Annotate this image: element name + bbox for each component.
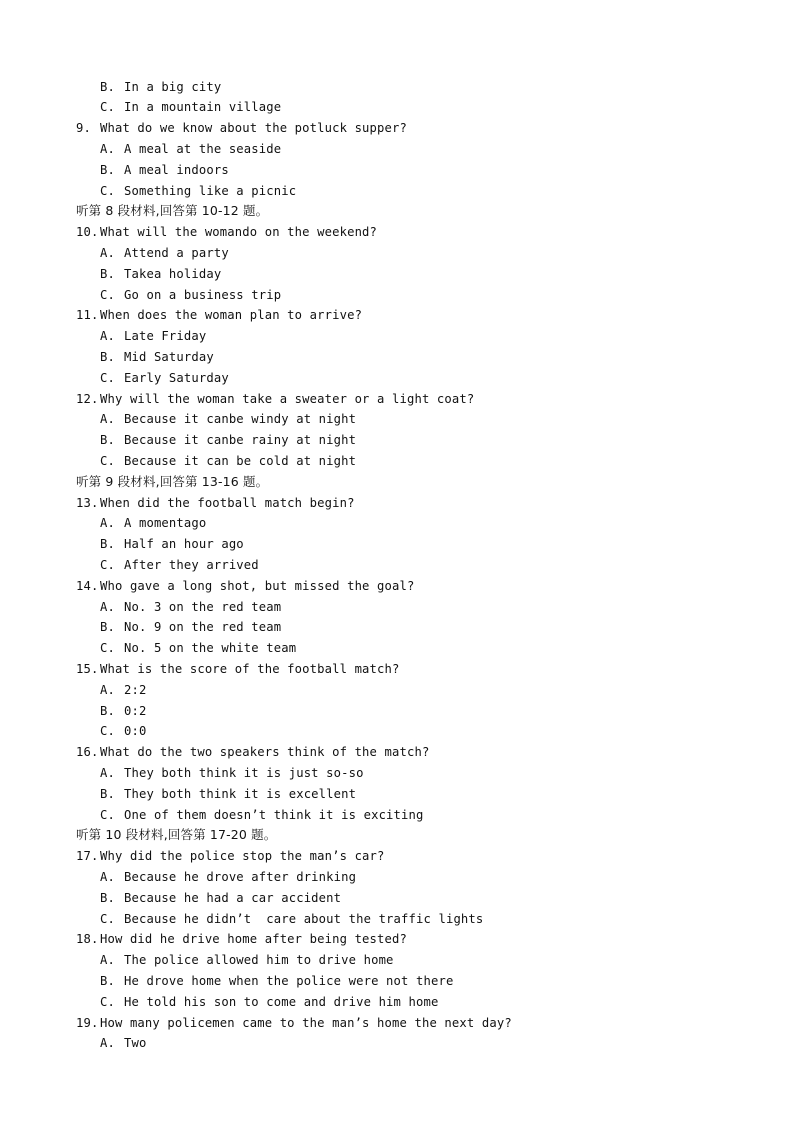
option-text: One of them doesn’t think it is exciting [124, 807, 424, 822]
question-text: How did he drive home after being tested? [100, 932, 407, 947]
question [76, 305, 362, 326]
option-text: 0:2 [124, 703, 147, 718]
question-text: Why did the police stop the man’s car? [100, 849, 385, 864]
question-number: 18. [76, 932, 99, 947]
question-number: 11. [76, 308, 99, 323]
question [76, 389, 474, 410]
option-text: Takea holiday [124, 266, 222, 281]
option-label: B. [100, 433, 115, 448]
answer-option [100, 326, 206, 347]
option-text: Two [124, 1036, 147, 1051]
option-label: A. [100, 599, 115, 614]
option-text: Half an hour ago [124, 537, 244, 552]
option-label: A. [100, 412, 115, 427]
option-text: No. 3 on the red team [124, 599, 282, 614]
option-text: The police allowed him to drive home [124, 953, 394, 968]
option-text: They both think it is excellent [124, 786, 357, 801]
answer-option [100, 1033, 146, 1054]
option-text: In a mountain village [124, 100, 282, 115]
answer-option [100, 638, 296, 659]
answer-option [100, 160, 229, 181]
answer-option [100, 784, 356, 805]
question-number: 17. [76, 849, 99, 864]
answer-option [100, 680, 146, 701]
option-text: No. 5 on the white team [124, 641, 297, 656]
option-label: A. [100, 516, 115, 531]
answer-option [100, 181, 296, 202]
question-number: 16. [76, 745, 99, 760]
option-text: He drove home when the police were not there [124, 973, 454, 988]
option-label: B. [100, 537, 115, 552]
question [76, 846, 385, 867]
question-number: 12. [76, 391, 99, 406]
question-text: When did the football match begin? [100, 495, 355, 510]
question-text: Why will the woman take a sweater or a light coat? [100, 391, 475, 406]
question [76, 222, 377, 243]
option-label: A. [100, 141, 115, 156]
option-text: A meal indoors [124, 162, 229, 177]
answer-option [100, 409, 356, 430]
answer-option [100, 909, 483, 930]
option-label: C. [100, 807, 115, 822]
answer-option [100, 264, 221, 285]
section-instruction: 听第 8 段材料,回答第 10-12 题。 [76, 203, 269, 219]
question-number: 14. [76, 578, 99, 593]
option-label: B. [100, 162, 115, 177]
question-text: What do the two speakers think of the match? [100, 745, 430, 760]
answer-option [100, 513, 206, 534]
question-text: When does the woman plan to arrive? [100, 308, 363, 323]
option-label: C. [100, 994, 115, 1009]
option-label: A. [100, 682, 115, 697]
option-text: No. 9 on the red team [124, 620, 282, 635]
option-label: B. [100, 703, 115, 718]
answer-option [100, 597, 281, 618]
answer-option [100, 763, 364, 784]
option-label: C. [100, 183, 115, 198]
option-label: B. [100, 79, 115, 94]
answer-option [100, 992, 438, 1013]
answer-option [100, 430, 356, 451]
option-text: Because it can be cold at night [124, 453, 357, 468]
answer-option [100, 285, 281, 306]
answer-option [100, 701, 146, 722]
answer-option [100, 451, 356, 472]
option-label: B. [100, 620, 115, 635]
option-text: They both think it is just so-so [124, 765, 364, 780]
question-text: What is the score of the football match? [100, 661, 400, 676]
question-text: Who gave a long shot, but missed the goal? [100, 578, 415, 593]
answer-option [100, 139, 281, 160]
answer-option [100, 534, 244, 555]
option-label: C. [100, 911, 115, 926]
question-number: 19. [76, 1015, 99, 1030]
answer-option [100, 805, 424, 826]
option-text: Attend a party [124, 245, 229, 260]
answer-option [100, 867, 356, 888]
option-label: B. [100, 266, 115, 281]
option-label: C. [100, 370, 115, 385]
option-label: A. [100, 869, 115, 884]
answer-option [100, 243, 229, 264]
option-text: In a big city [124, 79, 222, 94]
answer-option [100, 888, 341, 909]
question-number: 10. [76, 225, 99, 240]
option-label: C. [100, 641, 115, 656]
option-label: A. [100, 245, 115, 260]
option-text: After they arrived [124, 557, 259, 572]
option-text: 2:2 [124, 682, 147, 697]
option-label: C. [100, 724, 115, 739]
question [76, 493, 355, 514]
option-label: B. [100, 973, 115, 988]
option-label: A. [100, 329, 115, 344]
question-text: What do we know about the potluck supper? [100, 121, 407, 136]
option-label: C. [100, 453, 115, 468]
question-text: What will the womando on the weekend? [100, 225, 378, 240]
option-label: B. [100, 890, 115, 905]
option-label: B. [100, 786, 115, 801]
question-text: How many policemen came to the man’s home the next day? [100, 1015, 512, 1030]
option-text: Because he drove after drinking [124, 869, 357, 884]
answer-option [100, 347, 214, 368]
answer-option [100, 950, 394, 971]
option-text: Because it canbe windy at night [124, 412, 357, 427]
question-number: 9. [76, 121, 91, 136]
option-text: Late Friday [124, 329, 207, 344]
option-text: He told his son to come and drive him home [124, 994, 439, 1009]
option-text: Go on a business trip [124, 287, 282, 302]
option-text: A meal at the seaside [124, 141, 282, 156]
question [76, 659, 400, 680]
answer-option [100, 971, 453, 992]
question [76, 1013, 512, 1034]
option-text: Because it canbe rainy at night [124, 433, 357, 448]
question [76, 576, 414, 597]
option-label: C. [100, 100, 115, 115]
question [76, 929, 407, 950]
option-text: Something like a picnic [124, 183, 297, 198]
question [76, 742, 429, 763]
option-label: C. [100, 557, 115, 572]
option-text: A momentago [124, 516, 207, 531]
option-text: Because he had a car accident [124, 890, 342, 905]
question [76, 118, 407, 139]
option-label: A. [100, 1036, 115, 1051]
answer-option [100, 617, 281, 638]
answer-option [100, 97, 281, 118]
option-text: Mid Saturday [124, 349, 214, 364]
answer-option [100, 555, 259, 576]
option-label: A. [100, 765, 115, 780]
question-number: 15. [76, 661, 99, 676]
option-label: B. [100, 349, 115, 364]
section-instruction: 听第 10 段材料,回答第 17-20 题。 [76, 827, 277, 843]
option-text: Early Saturday [124, 370, 229, 385]
question-number: 13. [76, 495, 99, 510]
option-label: A. [100, 953, 115, 968]
answer-option [100, 721, 146, 742]
answer-option [100, 77, 221, 98]
section-instruction: 听第 9 段材料,回答第 13-16 题。 [76, 473, 269, 489]
option-label: C. [100, 287, 115, 302]
answer-option [100, 368, 229, 389]
option-text: Because he didn’t care about the traffic lights [124, 911, 484, 926]
option-text: 0:0 [124, 724, 147, 739]
